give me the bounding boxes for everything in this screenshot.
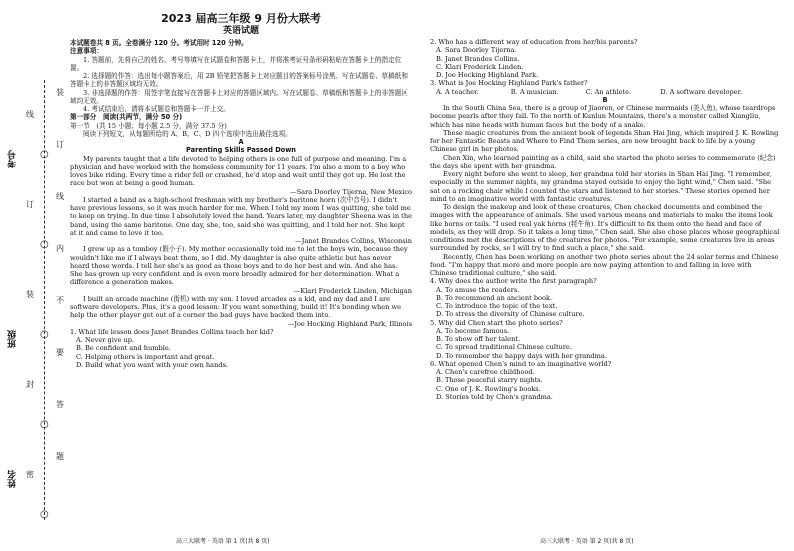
seal-char: 线	[26, 110, 34, 119]
passage-a-p4: I built an arcade machine (街机) with my son. I loved arcades as a kid, and my dad and I are software developers. Plus, it's a good lesson: If you want something, build it! It's bonding when we help the other player get out of a corner the bad guys have backed them into.	[70, 294, 402, 320]
seal-circle-icon: ○	[40, 239, 49, 250]
question-option: A. Never give up.	[76, 336, 135, 344]
seal-circle-icon: ○	[40, 419, 49, 430]
question-stem: 3. What is Joe Hocking Highland Park's father?	[430, 79, 588, 88]
question-option: C. An athlete.	[585, 87, 632, 96]
question-option: B. To show off her talent.	[436, 335, 521, 343]
seal-char: 要	[56, 348, 64, 357]
seal-char: 封	[26, 380, 34, 389]
passage-b-p5: To design the makeup and look of these creatures, Chen checked documents and combined the images with the appearance of animals. She used various means and materials to make the items look like horns or tails. "I used real yak horns (牦牛角). It's difficult to fix them onto the head and face of models, as they will drop. So it takes a long time," Chen said. She also chose places whose geographical conditions met the descriptions of the creatures for photos. "For example, some creatures live in areas surrounded by rocks, so I will try to find such a place," she said.	[430, 203, 780, 253]
question-4	[430, 277, 780, 318]
question-stem: 2. Who has a different way of education from her/his parents?	[430, 38, 638, 46]
question-stem: 5. Why did Chen start the photo series?	[430, 318, 563, 327]
passage-a-p2: I started a band as a high-school freshman with my brother's baritone horn (次中音号). I didn't have previous lessons, so it was much harder for me. When I told my mom I was quitting, she told me to keep on trying. In due time I absolutely loved the band. Years later, my daughter Sheena was in the band, using the same baritone. One day, she, too, said she was quitting, and I told her not. She kept at it and came to love it too.	[70, 195, 412, 237]
passage-b-p4: Every night before she went to sleep, her grandma told her stories in Shan Hai Jing. "I remember, especially in the summer nights, my grandma stayed outside to enjoy the light wind," Chen said. "She sat on a rocking chair while I counted the stars and listened to her stories." These stories opened her mind to an imaginative world with fantastic creatures.	[430, 170, 772, 203]
passage-b-p1: In the South China Sea, there is a group of Jiaoren, or Chinese mermaids (美人鱼), whose teardrops become pearls after they fall. To the north of Kunlun Mountains, there's a monster called Xiangliu, which has nine heads with human faces but the body of a snake.	[430, 104, 776, 129]
question-option: D. To stress the diversity of Chinese culture.	[436, 310, 585, 319]
question-stem: 4. Why does the author write the first paragraph?	[430, 277, 597, 286]
note-3: 3. 非选择题的作答：用签字笔直接写在答题卡上对应的答题区域内。写在试题卷、草稿纸和答题卡上的非答题区域均无效。	[70, 88, 408, 105]
question-6	[430, 360, 780, 401]
question-option: B. Those peaceful starry nights.	[436, 376, 543, 385]
question-option: D. Stories told by Chen's grandma.	[436, 392, 553, 401]
seal-char: 内	[56, 244, 64, 253]
passage-a-p1: My parents taught that a life devoted to helping others is one full of purpose and meaning. I'm a physician and have worked with the homeless community for 11 years. I'm also a mom to a boy who loves bike riding. Every time a rider fell or crashed, he'd stop and wait until they got up. He lost the race but won at being a good human.	[70, 154, 407, 188]
question-option: A. Chen's carefree childhood.	[436, 368, 535, 376]
seal-circle-icon: ○	[40, 329, 49, 340]
class-label: 班级	[8, 330, 18, 348]
exam-meta: 本试题卷共 8 页。全卷满分 120 分。考试用时 120 分钟。	[70, 39, 248, 47]
binding-margin	[0, 0, 62, 551]
question-option: C. Helping others is important and great.	[76, 352, 215, 361]
passage-a-label: A	[238, 138, 244, 146]
question-option: D. To remember the happy days with her grandma.	[436, 351, 607, 360]
question-3	[430, 79, 780, 96]
seal-char: 线	[56, 192, 64, 201]
question-option: A. A teacher.	[436, 87, 479, 96]
note-2: 2. 选择题的作答：选出每小题答案后，用 2B 铅笔把答题卡上对应题目的答案标号涂黑。写在试题卷、草稿纸和答题卡上的非答题区域均无效。	[70, 72, 408, 89]
part1-section: 第一节 (共 15 小题；每小题 2.5 分，满分 37.5 分)	[70, 121, 227, 130]
exam-no-label: 考号	[8, 150, 18, 168]
footer-left: 高三大联考 · 英语 第 1 页(共 8 页)	[176, 538, 270, 545]
question-option: D. Build what you want with your own hands.	[76, 360, 229, 369]
seal-char: 题	[56, 452, 64, 461]
question-stem: 1. What life lesson does Janet Brandes Collins teach her kid?	[70, 327, 274, 336]
subject-title: 英语试题	[222, 26, 259, 36]
seal-char: 不	[56, 296, 64, 305]
question-stem: 6. What opened Chen's mind to an imaginative world?	[430, 359, 612, 368]
question-options-row	[430, 88, 780, 96]
question-option: B. To recommend an ancient book.	[436, 293, 553, 302]
name-label: 姓名	[8, 470, 18, 488]
notes-heading: 注意事项：	[70, 47, 103, 56]
passage-a-title: Parenting Skills Passed Down	[185, 146, 296, 155]
question-option: C. To spread traditional Chinese culture.	[436, 343, 573, 352]
part1-heading: 第一部分 阅读(共两节，满分 50 分)	[70, 113, 183, 122]
passage-b-p3: Chen Xin, who learned painting as a child, said she started the photo series to commemorate (纪念) the days she spent with her grandma.	[430, 153, 776, 170]
question-option: C. One of J. K. Rowling's books.	[436, 384, 541, 393]
question-option: A. To amuse the readers.	[436, 285, 520, 294]
question-option: A. To become famous.	[436, 326, 510, 335]
question-option: A. Sara Doorley Tijerna.	[436, 46, 517, 55]
passage-a-sig4: —Joe Hocking Highland Park, Illinois	[287, 319, 412, 328]
question-option: B. Be confident and humble.	[76, 344, 171, 353]
seal-char: 订	[26, 200, 34, 209]
seal-char: 装	[26, 290, 34, 299]
question-option: C. To introduce the topic of the text.	[436, 302, 558, 310]
note-4: 4. 考试结束后，请将本试题卷和答题卡一并上交。	[83, 105, 230, 113]
passage-a-p3: I grew up as a tomboy (假小子). My mother occasionally told me to let the boys win, because they wouldn't like me if I always beat them, so I did. My daughter is also quite athletic but has never heard those words. I tell her she's as good as those boys and to do her best and win. And she has. She has grown up very confident and is even more broadly admired for her determination. What a difference a generation makes.	[70, 245, 408, 287]
question-option: D. A software developer.	[660, 87, 743, 96]
passage-a-sig2: —Janet Brandes Collins, Wisconsin	[295, 237, 412, 245]
seal-char: 订	[56, 140, 64, 149]
left-column	[70, 12, 412, 369]
question-option: B. A musician.	[510, 87, 559, 96]
question-1	[70, 328, 412, 369]
part1-instruction: 阅读下列短文，从每题所给的 A、B、C、D 四个选项中选出最佳选项。	[83, 129, 292, 138]
question-2	[430, 38, 780, 79]
seal-circle-icon: ○	[40, 149, 49, 160]
passage-b-p2: These magic creatures from the ancient book of legends Shan Hai Jing, which inspired J. K. Rowling for her Fantastic Beasts and Where to Find Them series, are now brought back to life by a young Chinese girl in her photos.	[430, 128, 779, 154]
binding-dashed-line	[44, 80, 45, 520]
seal-char: 密	[26, 470, 34, 479]
exam-title: 2023 届高三年级 9 月份大联考	[161, 12, 321, 25]
right-column	[430, 38, 780, 401]
passage-b-p6: Recently, Chen has been working on another two photo series about the 24 solar terms and Chinese food. "I'm happy that more and more people are now paying attention to and falling in love with Chinese traditional culture," she said.	[430, 252, 779, 277]
question-option: B. Janet Brandes Collins.	[436, 54, 520, 63]
question-5	[430, 319, 780, 360]
question-option: C. Klari Frederick Linden.	[436, 62, 524, 71]
footer-right: 高三大联考 · 英语 第 2 页(共 8 页)	[540, 538, 634, 545]
question-option: D. Joe Hocking Highland Park.	[436, 71, 539, 79]
passage-a-sig3: —Klari Frederick Linden, Michigan	[293, 286, 412, 295]
passage-b-label: B	[602, 95, 608, 104]
seal-circle-icon: ○	[40, 509, 49, 520]
note-1: 1. 答题前，先将自己的姓名、考号等填写在试题卷和答题卡上，并将准考证号条形码粘贴在答题卡上的指定位置。	[70, 55, 402, 72]
seal-char: 装	[56, 88, 64, 97]
seal-char: 答	[56, 400, 64, 409]
passage-a-sig1: —Sara Doorley Tijerna, New Mexico	[290, 187, 412, 196]
